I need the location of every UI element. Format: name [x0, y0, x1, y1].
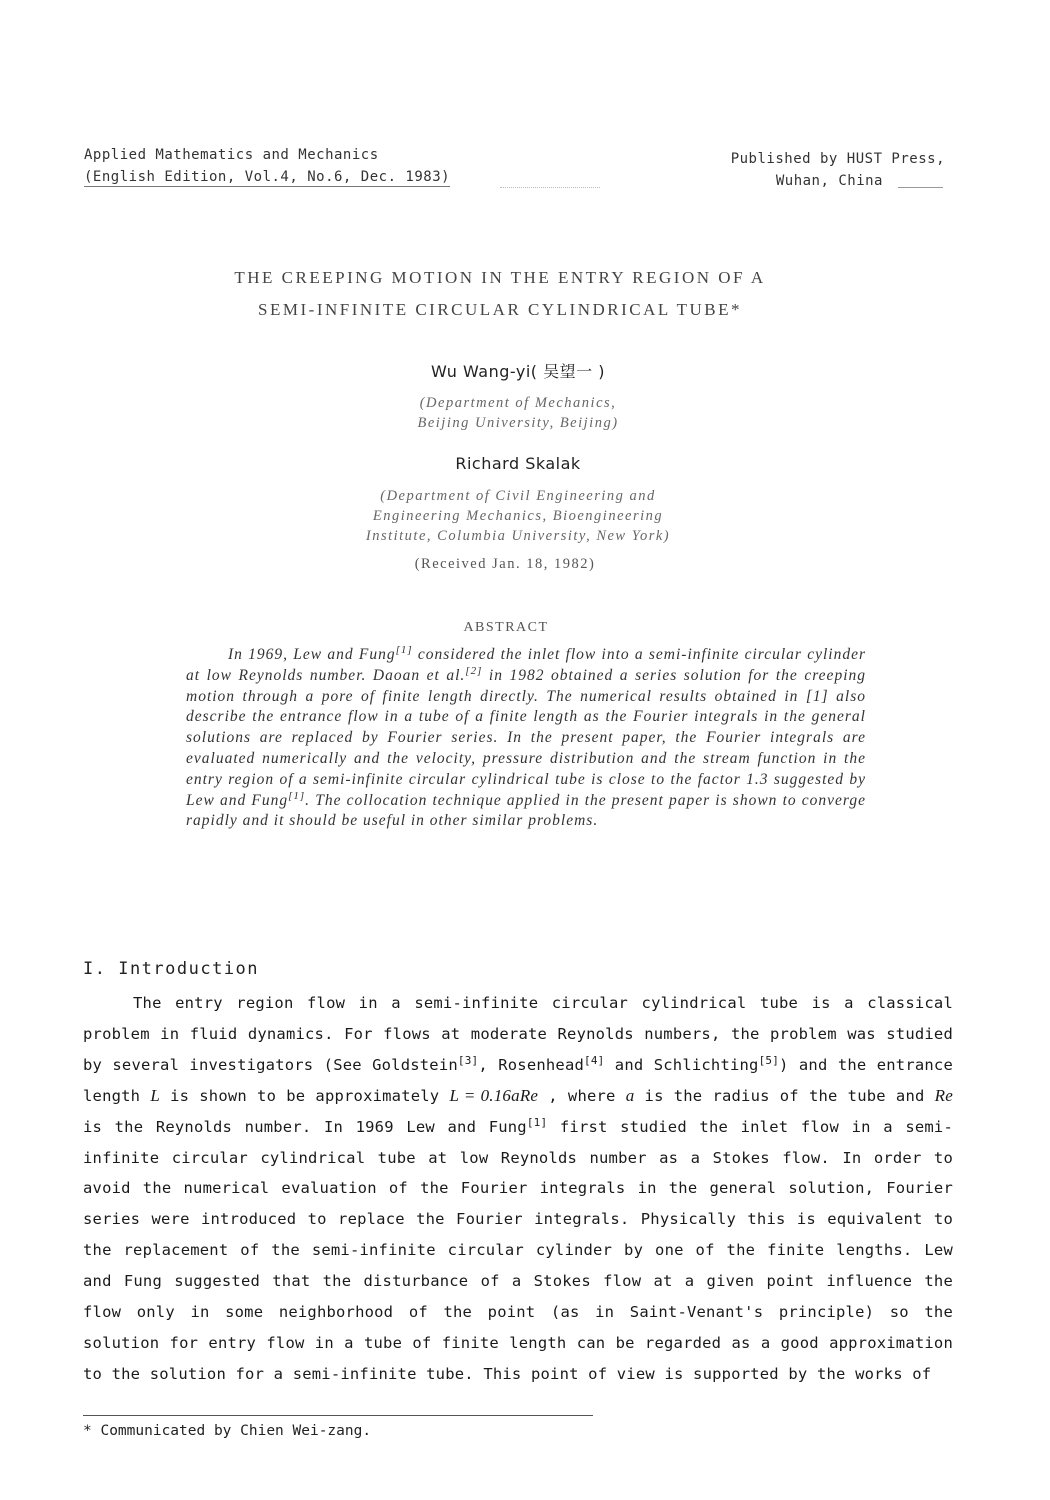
affiliation-line: (Department of Mechanics,: [419, 395, 617, 411]
body-text: is the radius of the tube and: [634, 1086, 935, 1105]
body-text: is shown to be approximately: [159, 1086, 450, 1105]
author-affiliation-1: [0, 393, 1036, 433]
author-affiliation-2: [0, 486, 1036, 546]
body-text: first studied the inlet flow in a semi-infinite circular cylindrical tube at low Reynolds number as a Stokes flow. In order to avoid the numerical evaluation of the Fourier integrals in the general solution, Fourier series were introduced to replace the Fourier integrals. Physically this is equivalent to the replacement of the semi-infinite circular cylinder by one of the finite lengths. Lew and Fung suggested that the disturbance of a Stokes flow at a given point influence the flow only in some neighborhood of the point (as in Saint-Venant's principle) so the solution for entry flow in a tube of finite length can be regarded as a good approximation to the solution for a semi-infinite tube. This point of view is supported by the works of: [83, 1117, 953, 1383]
publisher-name: Published by HUST Press,: [730, 151, 945, 167]
math-symbol: L: [150, 1085, 160, 1105]
citation-ref: [4]: [584, 1053, 605, 1067]
math-symbol: Re: [934, 1085, 953, 1105]
header-short-rule: [898, 187, 943, 188]
abstract-body: [186, 645, 866, 832]
section-heading-introduction: I. Introduction: [83, 959, 260, 979]
body-text: ) and the entrance length: [83, 1055, 953, 1105]
journal-name: Applied Mathematics and Mechanics: [84, 147, 379, 163]
author-name-2: Richard Skalak: [455, 454, 581, 473]
body-text: and Schlichting: [604, 1055, 759, 1074]
affiliation-line: Engineering Mechanics, Bioengineering: [372, 508, 664, 524]
body-text: , where: [538, 1086, 626, 1105]
abstract-text-span: In 1969, Lew and Fung: [228, 646, 396, 663]
received-date: (Received Jan. 18, 1982): [414, 556, 596, 572]
paper-title-line-2: SEMI-INFINITE CIRCULAR CYLINDRICAL TUBE*: [258, 300, 742, 319]
publisher-info: [700, 148, 945, 192]
math-symbol: a: [625, 1085, 635, 1105]
math-formula: L = 0.16aRe: [449, 1085, 539, 1105]
footnote: * Communicated by Chien Wei-zang.: [83, 1423, 372, 1439]
citation-ref: [3]: [457, 1053, 479, 1067]
footnote-rule: [83, 1415, 593, 1416]
affiliation-line: Beijing University, Beijing): [417, 415, 619, 431]
journal-edition: (English Edition, Vol.4, No.6, Dec. 1983): [84, 169, 451, 185]
citation-ref: [2]: [465, 664, 483, 677]
citation-ref: [1]: [526, 1115, 548, 1129]
abstract-text-span: in 1982 obtained a series solution for the creeping motion through a pore of finite length directly. The numerical results obtained in [1] also describe the entrance flow in a tube of a finite length as the Fourier integrals in the general solutions are replaced by Fourier series. In the present paper, the Fourier integrals are evaluated numerically and the velocity, pressure distribution and the stream function in the entry region of a semi-infinite circular cylindrical tube is close to the factor 1.3 suggested by Lew and Fung: [186, 666, 866, 809]
introduction-paragraph: [83, 988, 953, 1390]
citation-ref: [5]: [758, 1053, 780, 1067]
body-text: , Rosenhead: [478, 1055, 585, 1074]
citation-ref: [1]: [288, 789, 306, 802]
paper-title-line-1: THE CREEPING MOTION IN THE ENTRY REGION OF A: [234, 268, 766, 287]
body-text: is the Reynolds number. In 1969 Lew and Fung: [83, 1117, 527, 1136]
body-text: The entry region flow in a semi-infinite circular cylindrical tube is a classical problem in fluid dynamics. For flows at moderate Reynolds numbers, the problem was studied by several investigators (See Goldstein: [83, 994, 953, 1074]
publisher-location: Wuhan, China: [775, 173, 883, 189]
abstract-text-span: . The collocation technique applied in the present paper is shown to converge rapidly and it should be useful in other similar problems.: [186, 791, 866, 830]
journal-citation: [84, 144, 450, 188]
affiliation-line: Institute, Columbia University, New York): [365, 528, 671, 544]
citation-ref: [1]: [395, 643, 413, 656]
abstract-heading: ABSTRACT: [463, 620, 549, 635]
author-name-1: Wu Wang-yi( 吴望一 ): [431, 362, 605, 381]
abstract-text-span: considered the inlet flow into a semi-infinite circular cylinder at low Reynolds number. Daoan et al.: [186, 646, 866, 684]
affiliation-line: (Department of Civil Engineering and: [380, 488, 656, 504]
header-dotted-rule: [500, 187, 600, 188]
